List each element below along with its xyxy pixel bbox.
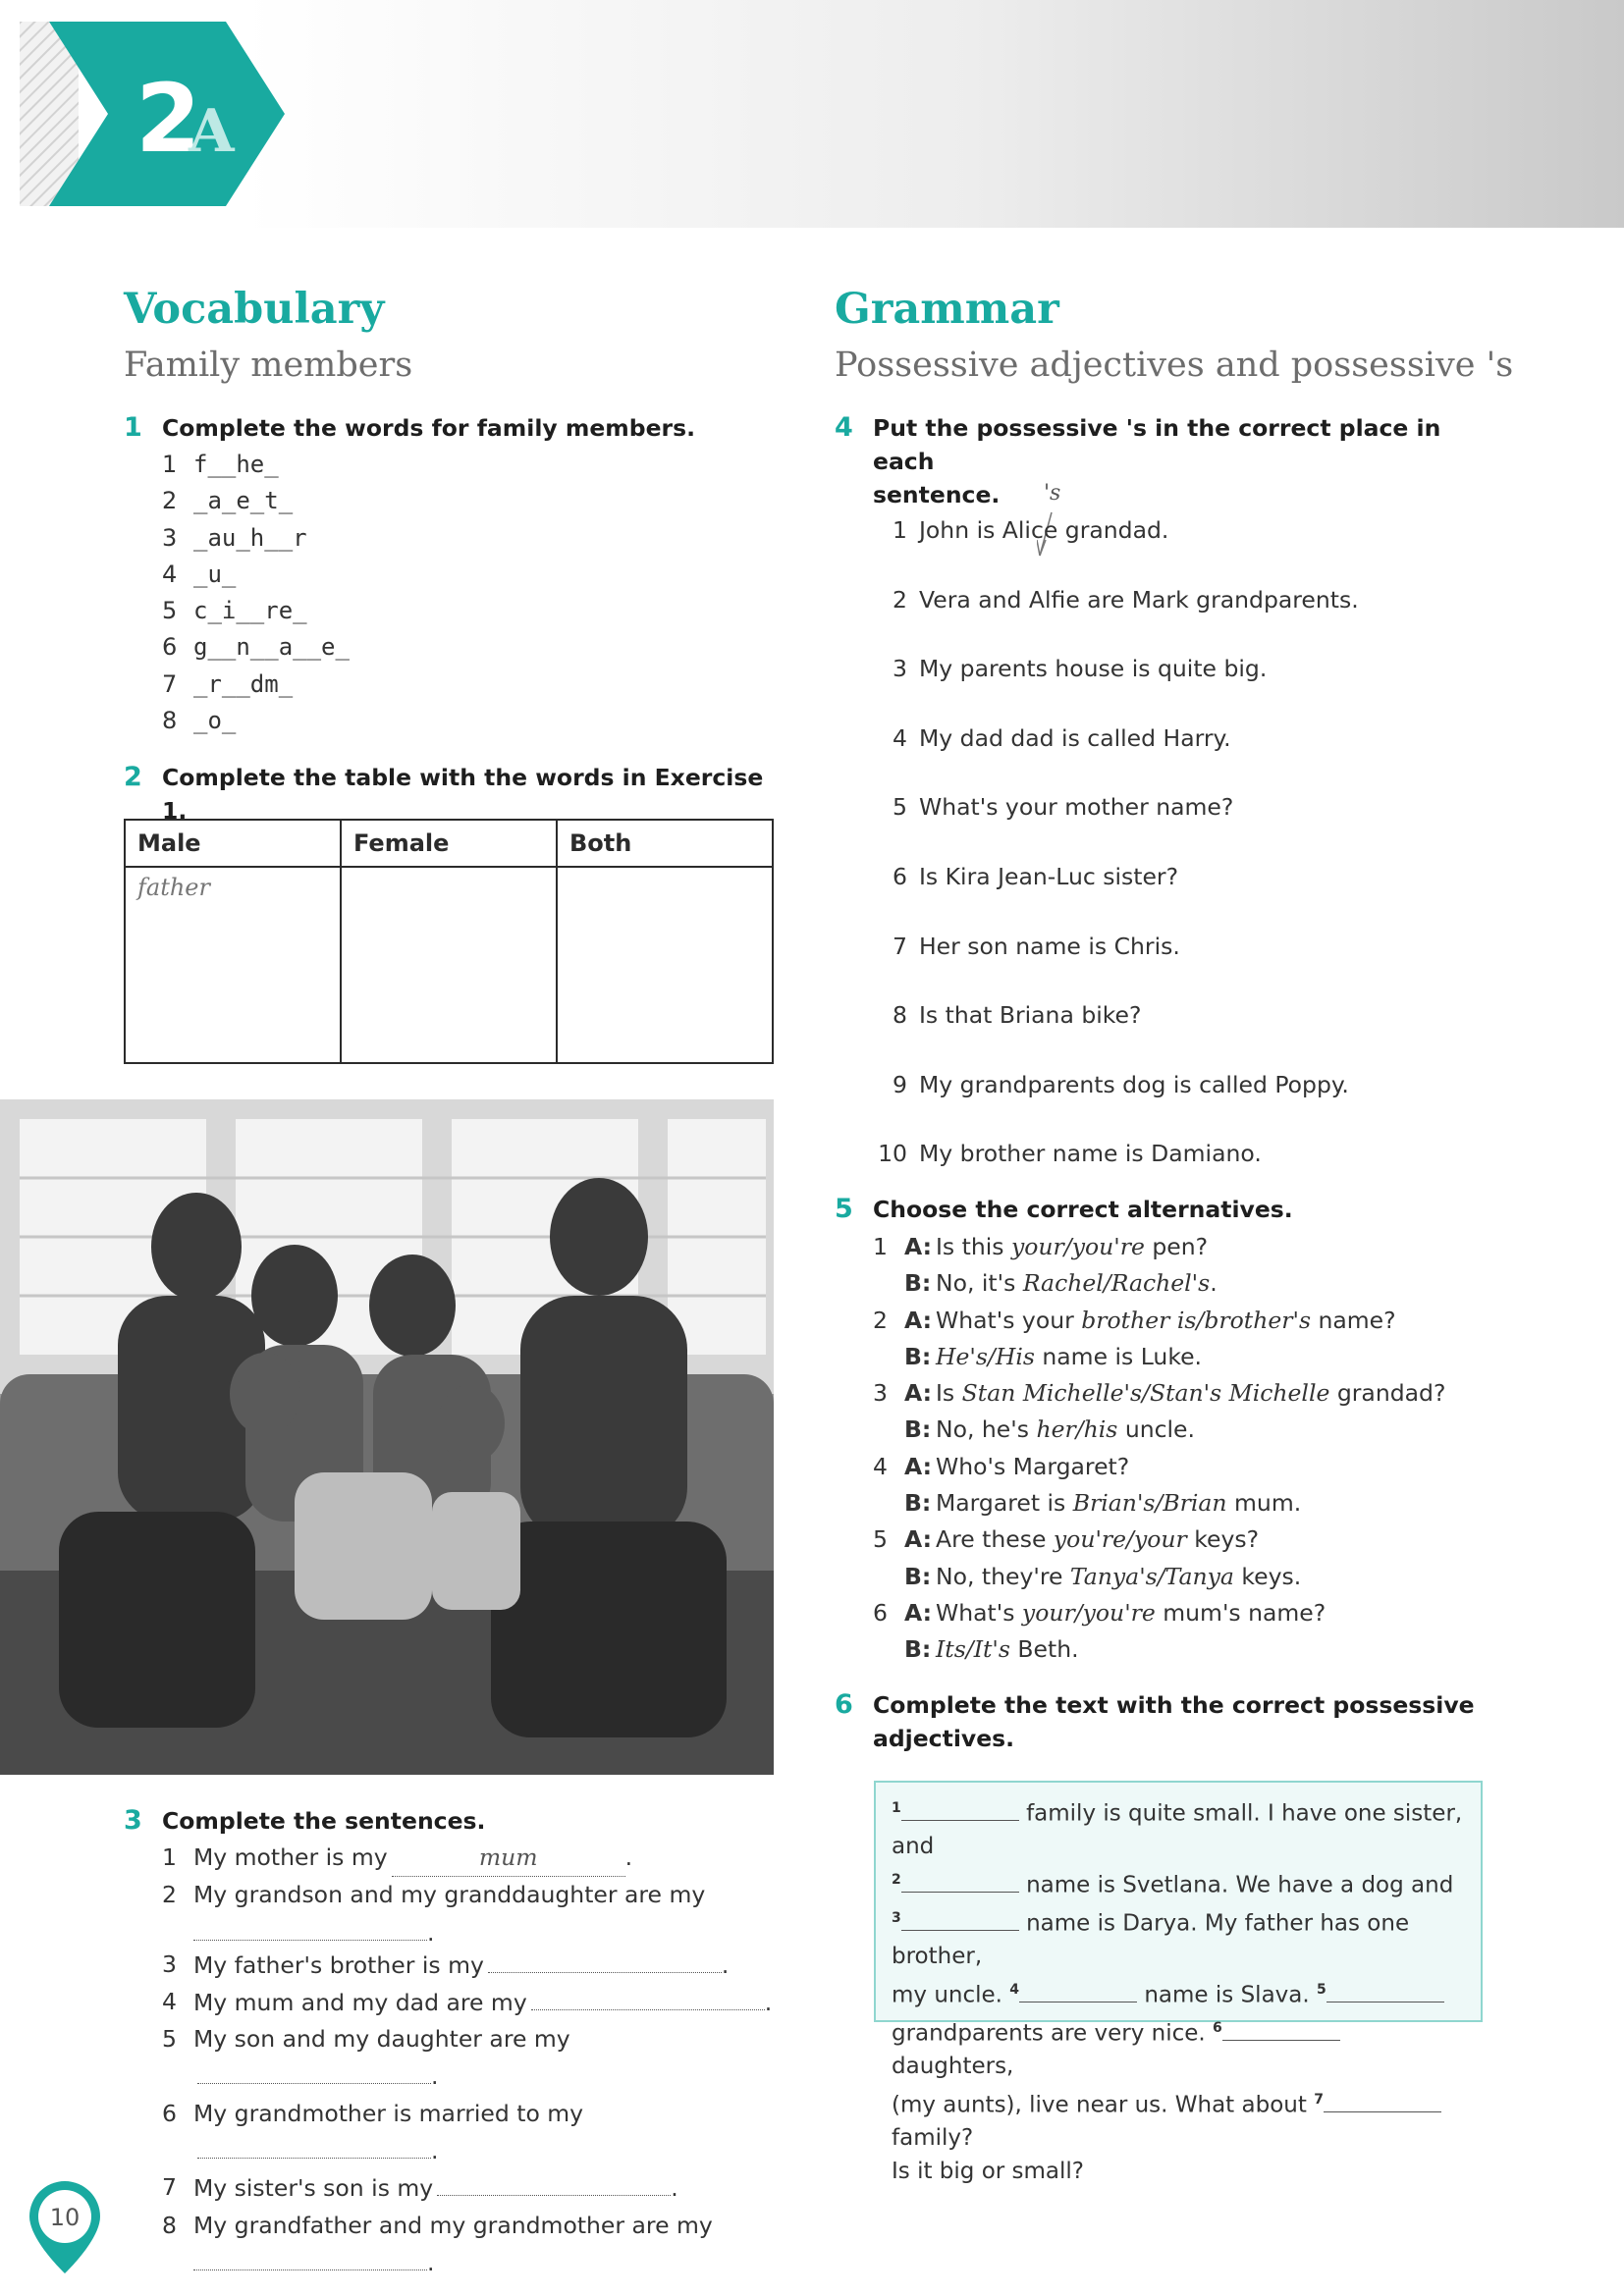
list-item: 7 _r__dm_ <box>162 669 294 698</box>
answer-blank[interactable] <box>437 2169 671 2196</box>
answer-blank[interactable] <box>193 2244 427 2270</box>
exercise-6-instruction-line1: Complete the text with the correct possessive <box>873 1691 1475 1719</box>
choice-option[interactable]: He's/His <box>936 1342 1035 1370</box>
choice-option[interactable]: your/you're <box>1021 1598 1156 1627</box>
choice-option[interactable]: Rachel/Rachel's <box>1022 1269 1211 1298</box>
exercise-4-instruction-line1: Put the possessive 's in the correct place in each <box>873 414 1441 475</box>
exercise-3-number: 3 <box>124 1805 142 1836</box>
list-item: 8 Is that Briana bike? <box>893 1001 1142 1030</box>
answer-line[interactable]: . <box>162 2244 790 2276</box>
table-header-male: Male <box>125 820 341 867</box>
exercise-4-list <box>860 496 1489 1189</box>
exercise-2-number: 2 <box>124 762 142 792</box>
list-item: 4 _u_ <box>162 560 237 588</box>
table-header-female: Female <box>341 820 557 867</box>
table-header-both: Both <box>557 820 773 867</box>
dialogue-line-b: B: No, they're Tanya's/Tanya keys. <box>904 1562 1302 1590</box>
answer-blank[interactable] <box>531 1984 765 2010</box>
unit-number: 2 <box>135 64 201 174</box>
exercise-3-instruction: Complete the sentences. <box>162 1807 486 1835</box>
unit-badge <box>20 22 285 206</box>
choice-option[interactable]: brother is/brother's <box>1081 1306 1312 1334</box>
answer-line[interactable]: . <box>162 1914 790 1947</box>
page-number-pin-icon <box>26 2179 104 2277</box>
answer-blank[interactable] <box>1019 1978 1137 2002</box>
family-table <box>124 819 774 1064</box>
answer-blank[interactable] <box>1222 2016 1340 2041</box>
insert-mark-example: 's <box>1044 481 1061 506</box>
list-item: 4 My mum and my dad are my . <box>162 1984 790 2021</box>
table-cell-female[interactable] <box>341 867 557 1063</box>
dialogue-line-b: B: Its/It's Beth. <box>904 1635 1079 1664</box>
dialogue-line-b: B: Margaret is Brian's/Brian mum. <box>904 1489 1302 1518</box>
dialogue-line-b: B: No, he's her/his uncle. <box>904 1415 1195 1444</box>
exercise-6-instruction-line2: adjectives. <box>873 1725 1015 1752</box>
answer-blank[interactable] <box>901 1796 1019 1821</box>
answer-blank[interactable] <box>901 1906 1019 1931</box>
dialogue-line-a: 6 A: What's your/you're mum's name? <box>873 1598 1326 1627</box>
list-item: 4 My dad dad is called Harry. <box>893 723 1231 752</box>
choice-option[interactable]: Its/It's <box>936 1635 1010 1664</box>
list-item: 6 My grandmother is married to my. <box>162 2099 584 2165</box>
exercise-5-list <box>873 1229 1501 1669</box>
list-item: 5 What's your mother name? <box>893 793 1234 822</box>
table-cell-male[interactable] <box>125 867 341 1063</box>
choice-option[interactable]: Brian's/Brian <box>1072 1489 1227 1518</box>
exercise-1-list <box>162 447 555 739</box>
list-item: 5 c_i__re_ <box>162 597 307 625</box>
exercise-6-heading <box>835 1688 1502 1755</box>
list-item: 1 f__he_ <box>162 451 279 478</box>
exercise-1-number: 1 <box>124 412 142 443</box>
dialogue-line-a: 4 A: Who's Margaret? <box>873 1452 1130 1480</box>
exercise-2-heading <box>124 761 772 828</box>
exercise-1-heading <box>124 411 752 445</box>
dialogue-line-a: 5 A: Are these you're/your keys? <box>873 1525 1260 1554</box>
list-item: 5 My son and my daughter are my. <box>162 2025 570 2091</box>
list-item: 8 My grandfather and my grandmother are my <box>162 2211 713 2239</box>
dialogue-line-b: B: No, it's Rachel/Rachel's. <box>904 1269 1218 1298</box>
answer-blank[interactable] <box>197 2132 431 2159</box>
choice-option[interactable]: her/his <box>1036 1415 1118 1444</box>
choice-option[interactable]: your/you're <box>1011 1233 1145 1260</box>
list-item: 10 My brother name is Damiano. <box>878 1140 1262 1168</box>
grammar-subtitle: Possessive adjectives and possessive 's <box>835 346 1514 385</box>
grammar-title: Grammar <box>835 285 1059 334</box>
exercise-6-number: 6 <box>835 1689 853 1720</box>
dialogue-line-a: 3 A: Is Stan Michelle's/Stan's Michelle grandad? <box>873 1379 1446 1408</box>
exercise-1-instruction: Complete the words for family members. <box>162 414 696 442</box>
answer-blank[interactable] <box>197 2057 431 2084</box>
vocabulary-title: Vocabulary <box>124 285 385 334</box>
list-item: 3 My parents house is quite big. <box>893 655 1268 683</box>
answer-blank[interactable] <box>1324 2088 1441 2112</box>
answer-blank[interactable] <box>1326 1978 1444 2002</box>
choice-option[interactable]: Tanya's/Tanya <box>1069 1562 1234 1590</box>
exercise-4-number: 4 <box>835 412 853 443</box>
answer-blank[interactable] <box>901 1868 1019 1893</box>
page-number: 10 <box>49 2204 81 2231</box>
answer-blank[interactable] <box>193 1914 427 1941</box>
dialogue-line-a: 2 A: What's your brother is/brother's name? <box>873 1306 1396 1334</box>
list-item: 7 My sister's son is my . <box>162 2169 790 2207</box>
list-item: 9 My grandparents dog is called Poppy. <box>893 1070 1349 1098</box>
list-item: 3 _au_h__r <box>162 523 307 552</box>
list-item: 2 Vera and Alfie are Mark grandparents. <box>893 585 1359 614</box>
exercise-5-number: 5 <box>835 1194 853 1224</box>
example-answer: mum <box>392 1840 625 1877</box>
family-photo <box>0 1099 774 1775</box>
exercise-5-instruction: Choose the correct alternatives. <box>873 1196 1293 1223</box>
unit-letter: A <box>189 97 235 166</box>
dialogue-line-b: B: He's/His name is Luke. <box>904 1342 1203 1370</box>
list-item: 7 Her son name is Chris. <box>893 932 1180 960</box>
list-item: 6 g__n__a__e_ <box>162 633 350 662</box>
list-item: 2 _a_e_t_ <box>162 487 294 515</box>
exercise-5-heading <box>835 1193 1502 1226</box>
exercise-3-heading <box>124 1804 752 1838</box>
exercise-2-instruction: Complete the table with the words in Exercise 1. <box>162 764 764 825</box>
choice-option[interactable]: Stan Michelle's/Stan's Michelle <box>961 1379 1330 1408</box>
list-item: 8 _o_ <box>162 707 237 735</box>
vocabulary-subtitle: Family members <box>124 346 413 385</box>
list-item: 6 Is Kira Jean-Luc sister? <box>893 862 1179 890</box>
exercise-3-list <box>162 1840 790 2276</box>
list-item: 3 My father's brother is my . <box>162 1947 790 1984</box>
gap-fill-text-box: $^1$ family is quite small. I have one sister, and $^2$ name is Svetlana. We have a dog and $^3$ name is Darya. My father has one brother, my uncle. $^4$ name is Slava. $^5$ grandparents are very nice. $^6$ daughters, (my aunts), live near us. What about $^7$ family? Is it big or small? <box>874 1781 1483 2022</box>
answer-blank[interactable] <box>488 1947 722 1973</box>
exercise-4-instruction-line2: sentence. <box>873 481 1001 508</box>
table-cell-both[interactable] <box>557 867 773 1063</box>
list-item: 1 My mother is my mum . <box>162 1840 790 1877</box>
table-example-answer: father <box>137 874 210 901</box>
list-item: 1 John is Alice grandad. <box>893 516 1169 544</box>
choice-option[interactable]: you're/your <box>1053 1525 1187 1554</box>
list-item: 2 My grandson and my granddaughter are my <box>162 1881 706 1909</box>
dialogue-line-a: 1 A: Is this your/you're pen? <box>873 1233 1209 1260</box>
